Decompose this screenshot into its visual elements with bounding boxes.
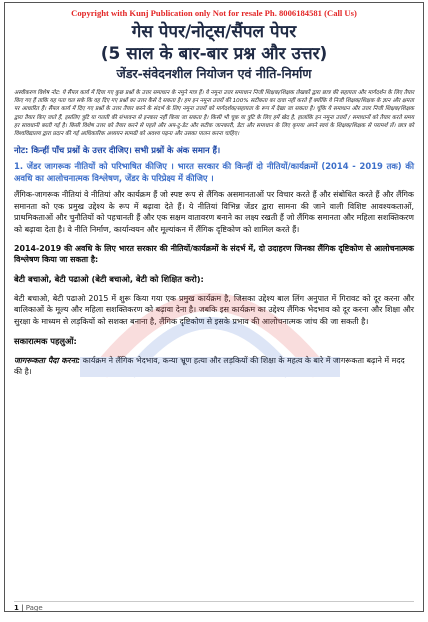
title-line-1: गेस पेपर/नोट्स/सैंपल पेपर (131, 22, 297, 42)
page-number: 1 (14, 604, 19, 612)
instruction-note: नोट: किन्हीं पाँच प्रश्नों के उत्तर दीजिए। सभी प्रश्नों के अंक समान हैं। (14, 145, 221, 156)
answer-paragraph-2: 2014-2019 की अवधि के लिए भारत सरकार की नीतियों/कार्यक्रमों के संदर्भ में, दो उदाहरण जिनका लैंगिक दृष्टिकोण से आलोचनात्मक विश्लेषण किया जा सकता है: (14, 243, 414, 265)
answer-paragraph-1: लैंगिक-जागरूक नीतियां वे नीतियां और कार्यक्रम हैं जो स्पष्ट रूप से लैंगिक असमानताओं पर विचार करते हैं और संबोधित करते हैं और लैंगिक समानता को एक प्रमुख उद्देश्य के रूप में बढ़ावा देते हैं। ये नीतियां विभिन्न जेंडर द्वारा सामना की जाने वाली विशिष्ट आवश्यकताओं, प्राथमिकताओं और चुनौतियों को पहचानती हैं और एक सक्षम वातावरण बनाने का लक्ष्य रखती हैं जो लैंगिक समानता और महिला सशक्तिकरण को बढ़ावा देता है। वे नीति निर्माण, कार्यान्वयन और मूल्यांकन में लैंगिक दृष्टिकोण को शामिल करते हैं। (14, 190, 414, 234)
subject-title: जेंडर-संवेदनशील नियोजन एवं नीति-निर्माण (116, 66, 312, 81)
title-line-2: (5 साल के बार-बार प्रश्न और उत्तर) (100, 44, 328, 64)
page-separator: | (18, 604, 26, 612)
section-heading-positive-aspects: सकारात्मक पहलुओं: (14, 335, 77, 346)
page-label: Page (25, 604, 43, 612)
page-footer (14, 601, 414, 612)
disclaimer-text: अस्वीकरण विशेष नोट: ये सैंपल कार्य में दिया गए कुछ प्रश्नों के उत्तर समाधान के नमूने मात्र हैं। ये नमूना उत्तर समाधान निजी शिक्षक/शिक्षक लेखकों द्वारा छात्र की सहायता और मार्गदर्शन के लिए तैयार किए गए हैं ताकि यह पता चल सके कि वह दिए गए प्रश्नों का उत्तर कैसे दे सकता है। हम इन नमूना उत्तरों की 100% सटीकता का दावा नहीं करते हैं क्योंकि ये निजी शिक्षक/शिक्षक के ज्ञान और क्षमता पर आधारित हैं। सैंपल कार्य में दिए गए प्रश्नों के उत्तर तैयार करने के संदर्भ के लिए नमूना उत्तरों को मार्गदर्शक/सहायता के रूप में देखा जा सकता है। चूंकि ये समाधान और उत्तर निजी शिक्षक/शिक्षक द्वारा तैयार किए जाते हैं, इसलिए त्रुटि या गलती की संभावना से इनकार नहीं किया जा सकता है। किसी भी चूक या त्रुटि के लिए हमें खेद है, हालांकि इन नमूना उत्तरों / समाधानों को तैयार करते समय हर सावधानी बरती गई है। किसी विशेष उत्तर को तैयार करने से पहले और अप-टू-डेट और सटीक जानकारी, डेटा और समाधान के लिए कृपया अपने स्वयं के शिक्षक/शिक्षक से परामर्श लें। छात्र को विश्वविद्यालय द्वारा प्रदान की गई आधिकारिक अध्ययन सामग्री को अवश्य पढ़ना और उसका पालन करना चाहिए। (14, 90, 414, 138)
list-item (14, 355, 414, 378)
question-1: 1. जेंडर जागरूक नीतियों को परिभाषित कीजिए । भारत सरकार की किन्हीं दो नीतियों/कार्यक्रमों (2014 - 2019 तक) की अवधि का आलोचनात्मक विश्लेषण, जेंडर के परिप्रेक्ष्य में कीजिए । (14, 161, 414, 184)
bullet-label: जागरूकता पैदा करना: (14, 355, 81, 365)
answer-paragraph-3: बेटी बचाओ, बेटी पढाओ 2015 में शुरू किया गया एक प्रमुख कार्यक्रम है, जिसका उद्देश्य बाल लिंग अनुपात में गिरावट को दूर करना और बालिकाओं के मूल्य और महिला सशक्तिकरण को बढ़ावा देना है। जबकि इस कार्यक्रम का उद्देश्य लैंगिक भेदभाव को दूर करना और शिक्षा और सुरक्षा के माध्यम से लड़कियों को सशक्त बनाना है, लैंगिक दृष्टिकोण से इसके प्रभाव की आलोचनात्मक जांच की जा सकती है। (14, 293, 414, 326)
section-heading-beti-bachao: बेटी बचाओ, बेटी पढाओ (बेटी बचाओ, बेटी को शिक्षित करो): (14, 273, 204, 284)
copyright-banner: Copyright with Kunj Publication only Not for resale Ph. 8006184581 (Call Us) (71, 8, 357, 18)
bullet-text: कार्यक्रम ने लैंगिक भेदभाव, कन्या भ्रूण हत्या और लड़कियों की शिक्षा के महत्व के बारे में जागरूकता बढ़ाने में मदद की है। (14, 355, 405, 377)
